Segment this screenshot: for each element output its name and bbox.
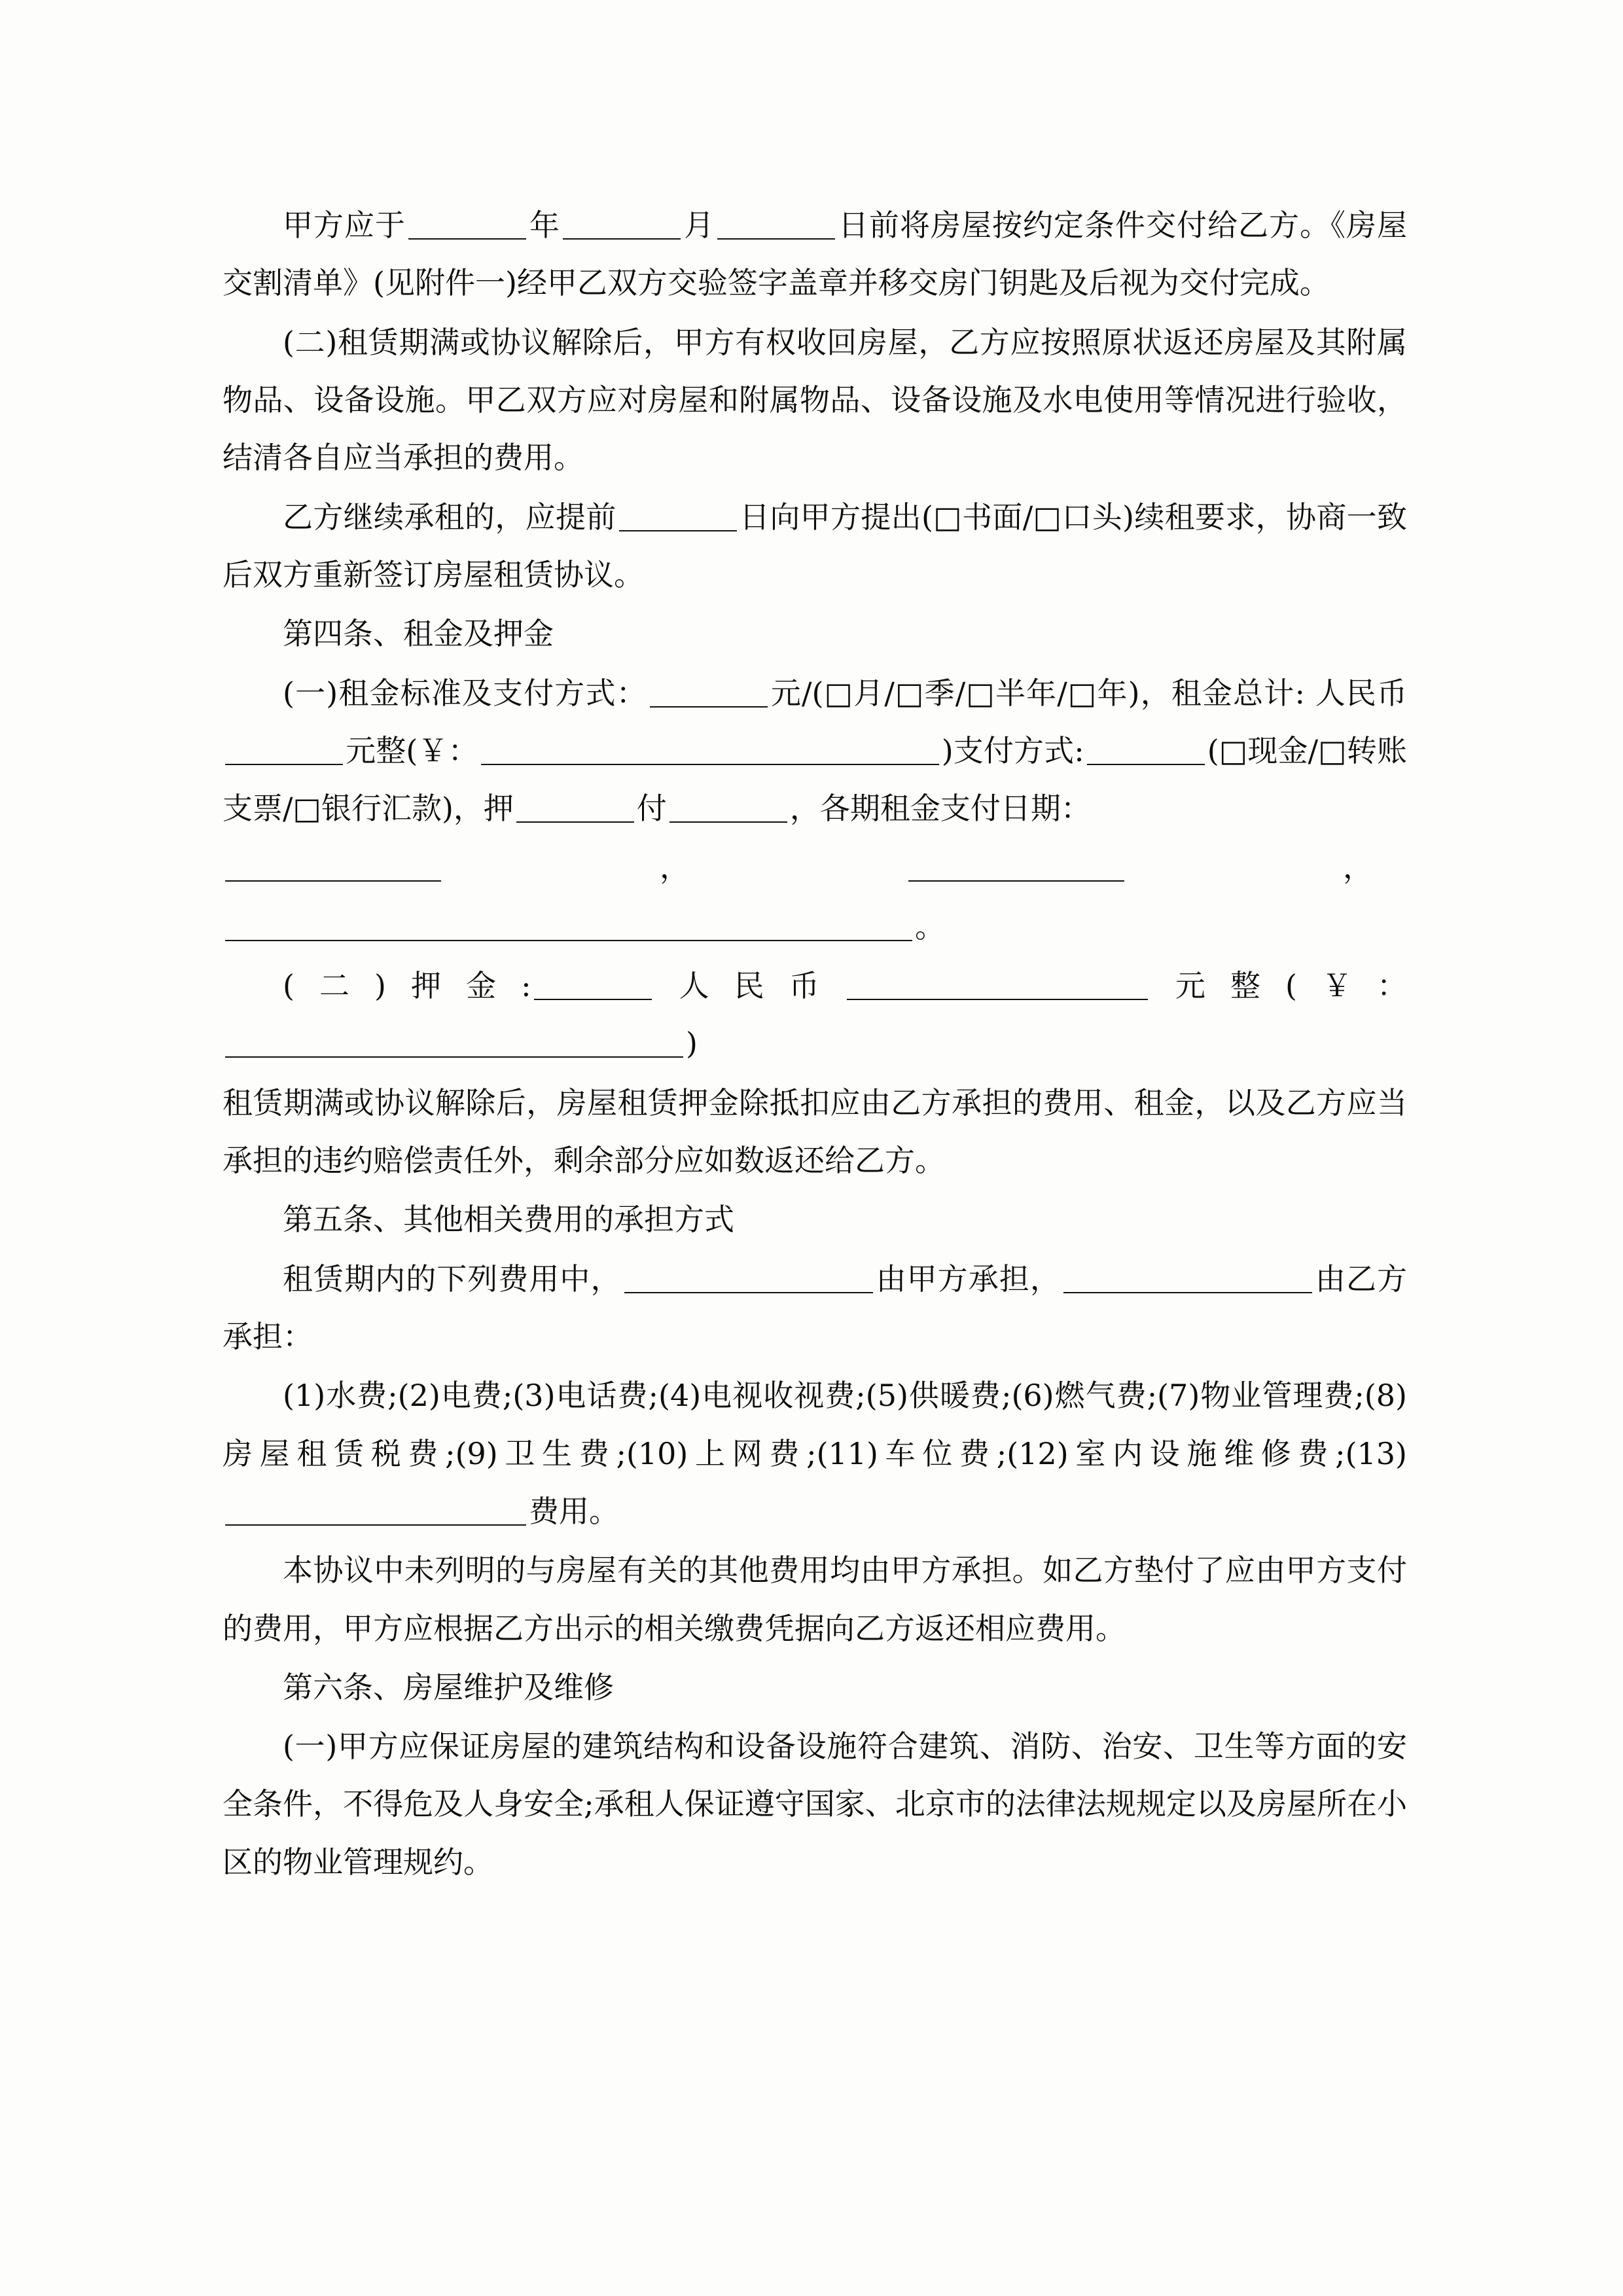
paragraph-deposit-detail	[223, 1074, 1407, 1190]
paragraph-article-six-title	[223, 1659, 1407, 1716]
text-run: 年	[529, 207, 560, 243]
paragraph-delivery-date	[223, 196, 1407, 312]
text-run: 月	[683, 207, 715, 243]
blank-field[interactable]	[650, 672, 768, 708]
blank-field[interactable]	[717, 204, 835, 240]
paragraph-payment-dates-2	[223, 898, 1407, 956]
text-run: 付	[636, 791, 667, 827]
blank-field[interactable]	[563, 204, 681, 240]
text-run: 费用。	[529, 1493, 619, 1529]
blank-field[interactable]	[225, 730, 343, 765]
text-run: (□现金/□转账支票/□银行汇款)，押	[223, 732, 1407, 827]
blank-field[interactable]	[669, 787, 787, 823]
blank-field[interactable]	[516, 787, 634, 823]
text-run: ，	[660, 850, 690, 886]
text-run: (二)押金:	[283, 968, 531, 1004]
paragraph-fee-list	[223, 1367, 1407, 1540]
paragraph-maintenance	[223, 1717, 1407, 1891]
text-run: 元/(□月/□季/□半年/□年)，租金总计: 人民币	[770, 675, 1407, 711]
paragraph-renewal	[223, 488, 1407, 604]
text-run: 元整(￥：	[1150, 968, 1407, 1004]
text-run: 第五条、其他相关费用的承担方式	[283, 1202, 734, 1238]
document-body	[223, 196, 1407, 1891]
blank-field[interactable]	[225, 846, 441, 882]
text-run: (一)甲方应保证房屋的建筑结构和设备设施符合建筑、消防、治安、卫生等方面的安全条件，不得危及人身安全;承租人保证遵守国家、北京市的法律法规规定以及房屋所在小区的物业管理规约。	[223, 1729, 1407, 1880]
paragraph-payment-dates	[223, 838, 1407, 896]
blank-field[interactable]	[624, 1258, 873, 1293]
text-run: (二)租赁期满或协议解除后，甲方有权收回房屋，乙方应按照原状返还房屋及其附属物品、设备设施。甲乙双方应对房屋和附属物品、设备设施及水电使用等情况进行验收，结清各自应当承担的费用。	[223, 324, 1407, 476]
blank-field[interactable]	[1087, 730, 1205, 765]
text-run: 租赁期满或协议解除后，房屋租赁押金除抵扣应由乙方承担的费用、租金，以及乙方应当承担的违约赔偿责任外，剩余部分应如数返还给乙方。	[223, 1085, 1407, 1178]
text-run: 人民币	[654, 968, 844, 1004]
blank-field[interactable]	[225, 1022, 683, 1058]
paragraph-article-five-title	[223, 1191, 1407, 1248]
text-run: ，	[1343, 850, 1373, 886]
paragraph-article-four-title	[223, 605, 1407, 662]
text-run: 。	[915, 908, 945, 944]
blank-field[interactable]	[847, 965, 1148, 1000]
blank-field[interactable]	[908, 846, 1124, 882]
text-run: )	[686, 1026, 698, 1062]
blank-field[interactable]	[481, 730, 939, 765]
text-run: 由乙方承担：	[223, 1261, 1408, 1354]
blank-field[interactable]	[225, 906, 912, 941]
blank-field[interactable]	[1063, 1258, 1312, 1293]
text-run: ，各期租金支付日期：	[789, 791, 1091, 827]
paragraph-fee-allocation	[223, 1250, 1407, 1366]
text-run: 甲方应于	[283, 207, 406, 243]
text-run: 本协议中未列明的与房屋有关的其他费用均由甲方承担。如乙方垫付了应由甲方支付的费用，甲方应根据乙方出示的相关缴费凭据向乙方返还相应费用。	[223, 1552, 1407, 1646]
text-run: 租赁期内的下列费用中，	[283, 1261, 622, 1297]
text-run: 日向甲方提出(□书面/□口头)续租要求，协商一致后双方重新签订房屋租赁协议。	[223, 499, 1407, 592]
blank-field[interactable]	[619, 496, 737, 531]
text-run: 乙方继续承租的，应提前	[283, 499, 616, 535]
text-run: (一)租金标准及支付方式：	[283, 675, 647, 711]
paragraph-other-fees	[223, 1541, 1407, 1657]
text-run: 元整(￥：	[346, 732, 478, 768]
blank-field[interactable]	[408, 204, 526, 240]
paragraph-rent-standard	[223, 664, 1407, 838]
text-run: )支付方式:	[941, 732, 1084, 768]
blank-field[interactable]	[225, 1490, 526, 1526]
text-run: (1)水费;(2)电费;(3)电话费;(4)电视收视费;(5)供暖费;(6)燃气费;(7)物业管理费;(8)房屋租赁税费;(9)卫生费;(10)上网费;(11)车位费;(12)室内设施维修费;(13)	[223, 1378, 1407, 1471]
paragraph-return-house	[223, 314, 1407, 487]
text-run: 第四条、租金及押金	[283, 616, 554, 652]
paragraph-deposit	[223, 957, 1407, 1073]
text-run: 由甲方承担，	[875, 1261, 1061, 1297]
text-run: 第六条、房屋维护及维修	[283, 1669, 614, 1705]
blank-field[interactable]	[534, 965, 652, 1000]
text-run: 日前将房屋按约定条件交付给乙方。《房屋交割清单》(见附件一)经甲乙双方交验签字盖章并移交房门钥匙及后视为交付完成。	[223, 207, 1407, 301]
